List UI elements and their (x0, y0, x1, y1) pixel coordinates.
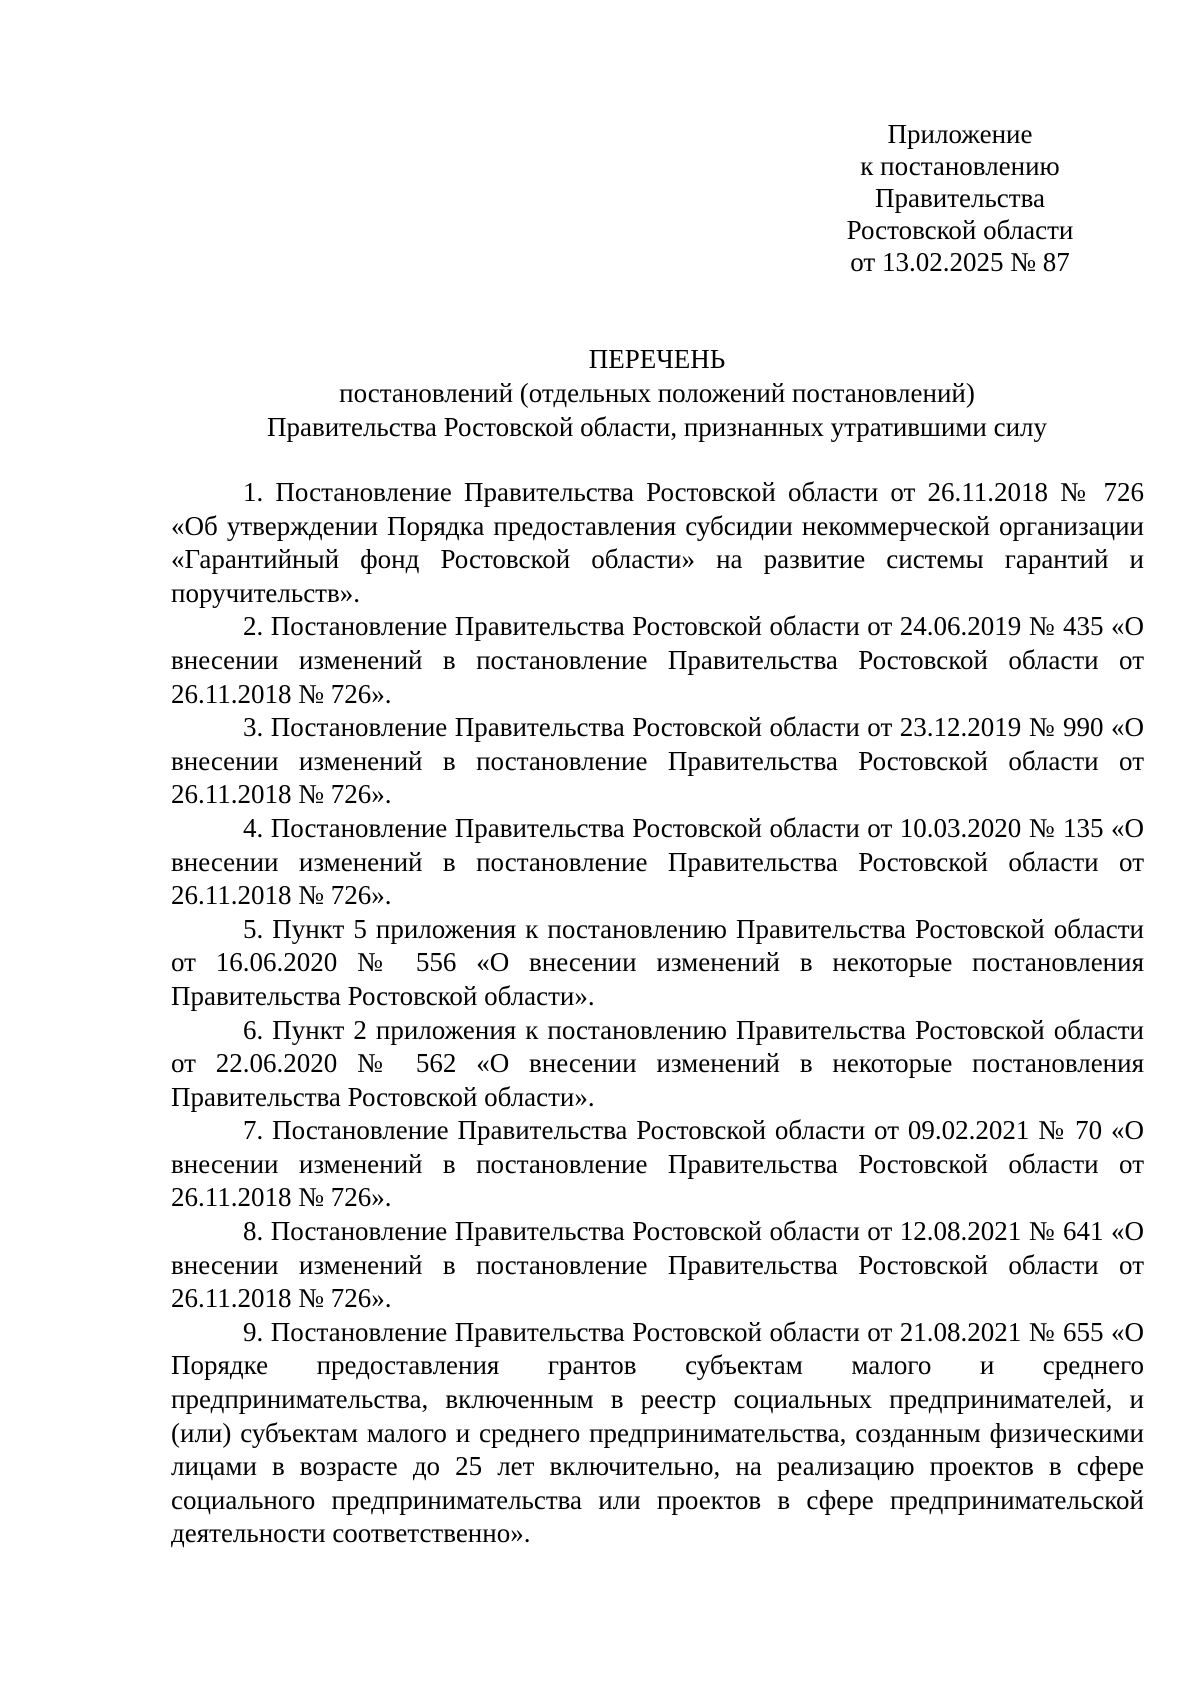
appendix-line: Приложение (887, 119, 1033, 149)
document-subtitle: постановлений (отдельных положений постановлений) (339, 378, 975, 408)
list-item: 6. Пункт 2 приложения к постановлению Правительства Ростовской области от 22.06.2020 № 562 «О внесении изменений в некоторые постановления Правительства Ростовской области». (171, 1014, 1144, 1112)
list-item: 8. Постановление Правительства Ростовской области от 12.08.2021 № 641 «О внесении изменений в постановление Правительства Ростовской области от 26.11.2018 № 726». (171, 1216, 1144, 1314)
resolutions-list (171, 476, 1144, 1551)
list-item: 9. Постановление Правительства Ростовской области от 21.08.2021 № 655 «О Порядке предоставления грантов субъектам малого и среднего предпринимательства, включенным в реестр социальных предпринимателей, и (или) субъектам малого и среднего предпринимательства, созданным физическими лицами в возрасте до 25 лет включительно, на реализацию проектов в сфере социального предпринимательства или проектов в сфере предпринимательской деятельности соответственно». (171, 1316, 1144, 1549)
list-item: 7. Постановление Правительства Ростовской области от 09.02.2021 № 70 «О внесении изменений в постановление Правительства Ростовской области от 26.11.2018 № 726». (171, 1115, 1144, 1213)
appendix-line: Ростовской области (846, 215, 1074, 245)
list-item: 3. Постановление Правительства Ростовской области от 23.12.2019 № 990 «О внесении изменений в постановление Правительства Ростовской области от 26.11.2018 № 726». (171, 712, 1144, 810)
appendix-line: Правительства (875, 183, 1045, 213)
appendix-line: к постановлению (860, 151, 1060, 181)
document-heading (170, 342, 1144, 444)
document-subtitle: Правительства Ростовской области, признанных утратившими силу (266, 412, 1047, 442)
document-title: ПЕРЕЧЕНЬ (588, 344, 726, 374)
appendix-stamp (825, 118, 1095, 278)
list-item: 1. Постановление Правительства Ростовской области от 26.11.2018 № 726 «Об утверждении Порядка предоставления субсидии некоммерческой организации «Гарантийный фонд Ростовской области» на развитие системы гарантий и поручительств». (171, 477, 1144, 608)
list-item: 2. Постановление Правительства Ростовской области от 24.06.2019 № 435 «О внесении изменений в постановление Правительства Ростовской области от 26.11.2018 № 726». (171, 611, 1144, 709)
appendix-date-number: от 13.02.2025 № 87 (850, 247, 1070, 277)
list-item: 5. Пункт 5 приложения к постановлению Правительства Ростовской области от 16.06.2020 № 556 «О внесении изменений в некоторые постановления Правительства Ростовской области». (171, 913, 1144, 1011)
list-item: 4. Постановление Правительства Ростовской области от 10.03.2020 № 135 «О внесении изменений в постановление Правительства Ростовской области от 26.11.2018 № 726». (171, 812, 1144, 911)
